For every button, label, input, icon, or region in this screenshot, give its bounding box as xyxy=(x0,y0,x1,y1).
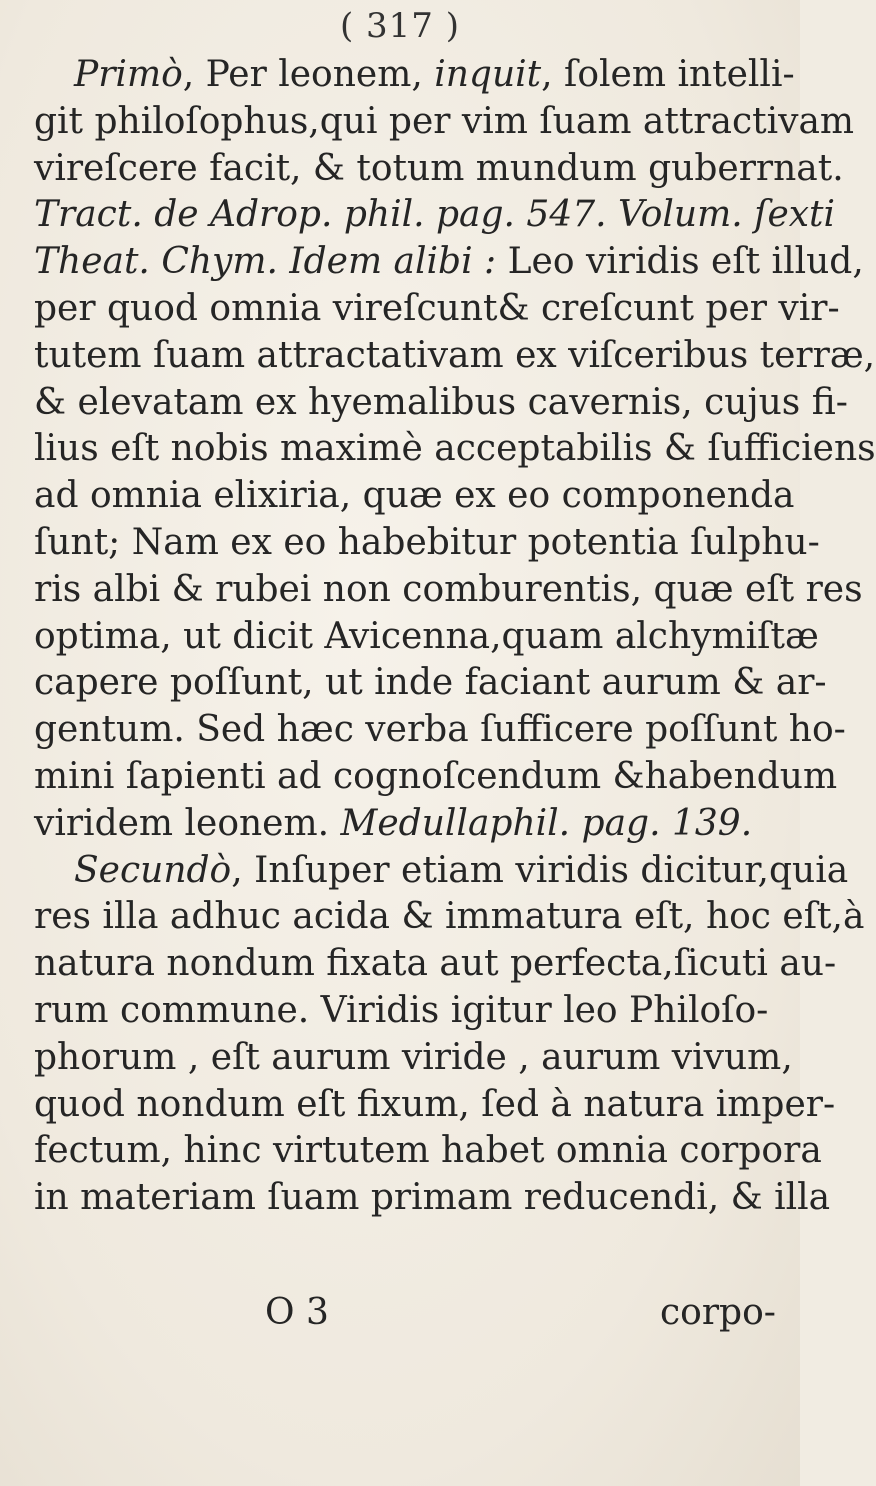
italic-text: Primò xyxy=(74,54,183,95)
text-segment: phorum , eſt aurum viride , aurum vivum, xyxy=(34,1036,793,1078)
text-line xyxy=(34,192,836,239)
text-line xyxy=(34,660,827,707)
text-line xyxy=(34,426,876,473)
text-line xyxy=(34,894,865,941)
text-line xyxy=(34,52,795,99)
text-line xyxy=(34,848,849,895)
text-segment: natura nondum fixata aut perfecta,ſicuti au- xyxy=(34,943,837,985)
page-footer xyxy=(0,1292,800,1338)
text-segment: capere poſſunt, ut inde faciant aurum & ar- xyxy=(34,662,827,704)
text-line xyxy=(34,1128,822,1175)
text-segment: , Inſuper etiam viridis dicitur,quia xyxy=(231,849,849,891)
text-line xyxy=(34,801,789,848)
text-segment: rum commune. Viridis igitur leo Philoſo- xyxy=(34,989,769,1031)
text-segment: gentum. Sed hæc verba ſufficere poſſunt ho- xyxy=(34,709,846,751)
italic-text: Tract. de Adrop. phil. pag. 547. Volum. ſexti xyxy=(34,194,836,236)
text-segment: , Per leonem, xyxy=(182,54,435,95)
text-line xyxy=(34,286,840,333)
text-segment: fectum, hinc virtutem habet omnia corpora xyxy=(34,1130,822,1172)
catchword: corpo- xyxy=(660,1292,776,1333)
text-segment: ris albi & rubei non comburentis, quæ eſt res xyxy=(34,568,863,610)
text-line xyxy=(34,333,876,380)
text-segment: git philoſophus,qui per vim ſuam attractivam xyxy=(34,100,855,142)
text-line xyxy=(34,754,838,801)
text-segment: Leo viridis eſt illud, xyxy=(496,241,864,283)
italic-text: Secundò xyxy=(74,849,232,891)
text-line xyxy=(34,473,795,520)
text-segment: viridem leonem. xyxy=(34,802,341,844)
text-line xyxy=(34,99,855,146)
text-segment: vireſcere facit, & totum mundum guberrnat. xyxy=(34,147,844,189)
text-line xyxy=(34,520,820,567)
signature-mark: O 3 xyxy=(265,1292,329,1333)
text-line xyxy=(34,1175,831,1222)
text-segment: in materiam ſuam primam reducendi, & illa xyxy=(34,1177,831,1219)
text-line xyxy=(34,941,837,988)
text-line xyxy=(34,239,864,286)
text-line xyxy=(34,146,844,193)
text-segment: ſunt; Nam ex eo habebitur potentia ſulphu- xyxy=(34,521,820,563)
text-segment: & elevatam ex hyemalibus cavernis, cujus fi- xyxy=(34,381,848,423)
body-text xyxy=(34,52,876,1222)
text-line xyxy=(34,707,846,754)
italic-text: Medullaphil. pag. 139. xyxy=(340,802,753,844)
text-line xyxy=(34,567,863,614)
text-segment: mini ſapienti ad cognoſcendum &habendum xyxy=(34,755,838,797)
text-segment: quod nondum eſt fixum, ſed à natura imper- xyxy=(34,1083,836,1125)
text-line xyxy=(34,614,819,661)
text-segment: tutem ſuam attractativam ex viſceribus terræ, xyxy=(34,334,876,376)
page-number: ( 317 ) xyxy=(339,6,461,46)
text-segment: , ſolem intelli- xyxy=(541,54,795,95)
text-line xyxy=(34,988,789,1035)
italic-text: inquit xyxy=(434,54,542,95)
italic-text: Theat. Chym. Idem alibi : xyxy=(34,241,497,283)
text-segment: ad omnia elixiria, quæ ex eo componenda xyxy=(34,475,795,517)
text-line xyxy=(34,1082,836,1129)
text-segment: lius eſt nobis maximè acceptabilis & ſufficiens xyxy=(34,428,876,470)
text-line xyxy=(34,380,848,427)
text-line xyxy=(34,1035,793,1082)
text-segment: res illa adhuc acida & immatura eſt, hoc eſt,à xyxy=(34,896,865,938)
text-segment: optima, ut dicit Avicenna,quam alchymiſtæ xyxy=(34,615,819,657)
text-segment: per quod omnia vireſcunt& creſcunt per vir- xyxy=(34,287,840,329)
